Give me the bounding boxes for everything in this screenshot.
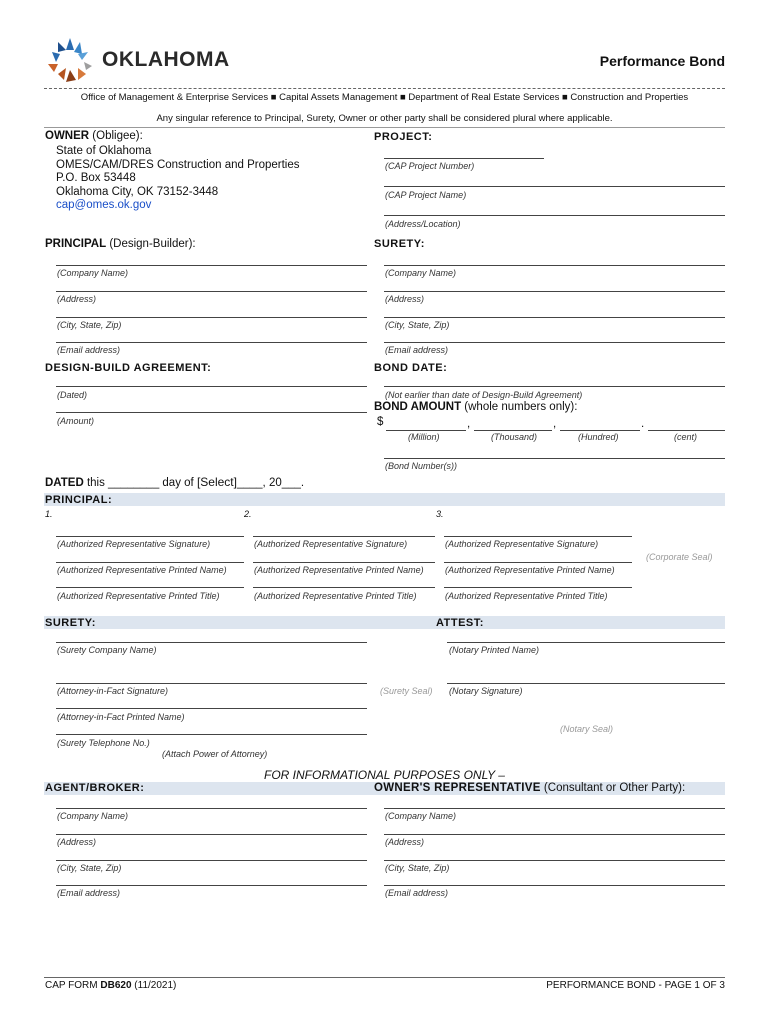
surety-email-field[interactable]	[384, 342, 725, 343]
plural-notice: Any singular reference to Principal, Surety, Owner or other party shall be considered plural where applicable.	[156, 113, 613, 124]
notary-name-caption: (Notary Printed Name)	[449, 645, 540, 655]
notary-signature-caption: (Notary Signature)	[449, 686, 523, 696]
principal-email-field[interactable]	[56, 342, 367, 343]
signer3-signature-field[interactable]	[444, 536, 632, 537]
bond-date-heading: BOND DATE:	[374, 362, 448, 374]
owner-rep-email-field[interactable]	[384, 885, 725, 886]
principal-address-caption: (Address)	[57, 294, 97, 304]
attach-poa-note: (Attach Power of Attorney)	[162, 749, 268, 759]
project-heading: PROJECT:	[374, 131, 433, 143]
comma-separator: ,	[553, 418, 557, 430]
agreement-amount-field[interactable]	[56, 412, 367, 413]
hundred-field[interactable]	[560, 430, 640, 431]
signer2-name-caption: (Authorized Representative Printed Name)	[254, 565, 424, 575]
surety-city-caption: (City, State, Zip)	[385, 320, 450, 330]
principal-city-field[interactable]	[56, 317, 367, 318]
document-title: Performance Bond	[599, 53, 725, 69]
agreement-dated-field[interactable]	[56, 386, 367, 387]
agent-email-caption: (Email address)	[57, 888, 121, 898]
surety-signature-heading: SURETY:	[45, 617, 96, 629]
agent-company-caption: (Company Name)	[57, 811, 129, 821]
agreement-dated-caption: (Dated)	[57, 390, 88, 400]
signer2-signature-caption: (Authorized Representative Signature)	[254, 539, 408, 549]
million-field[interactable]	[386, 430, 466, 431]
signer2-signature-field[interactable]	[253, 536, 435, 537]
attorney-signature-caption: (Attorney-in-Fact Signature)	[57, 686, 169, 696]
principal-signature-heading: PRINCIPAL:	[45, 494, 113, 506]
bond-date-field[interactable]	[384, 386, 725, 387]
agreement-amount-caption: (Amount)	[57, 416, 95, 426]
signer-number: 3.	[436, 509, 444, 519]
signer1-signature-caption: (Authorized Representative Signature)	[57, 539, 211, 549]
principal-city-caption: (City, State, Zip)	[57, 320, 122, 330]
dated-text: this ________ day of	[83, 477, 197, 489]
dated-label: DATED	[45, 477, 84, 489]
surety-heading: SURETY:	[374, 238, 425, 250]
notary-name-field[interactable]	[447, 642, 725, 643]
oklahoma-logo	[44, 34, 230, 86]
cent-field[interactable]	[648, 430, 725, 431]
notice-divider	[44, 127, 725, 128]
surety-company-field[interactable]	[384, 265, 725, 266]
project-number-field[interactable]	[384, 158, 544, 159]
notary-seal-placeholder: (Notary Seal)	[560, 724, 614, 734]
bond-number-caption: (Bond Number(s))	[385, 461, 458, 471]
signer2-title-caption: (Authorized Representative Printed Title)	[254, 591, 417, 601]
project-number-caption: (CAP Project Number)	[385, 161, 475, 171]
header-subtitle: Office of Management & Enterprise Services ■ Capital Assets Management ■ Department of Real Estate Services ■ Construction and Properties	[80, 92, 689, 103]
surety-city-field[interactable]	[384, 317, 725, 318]
signer1-name-caption: (Authorized Representative Printed Name)	[57, 565, 227, 575]
owner-rep-email-caption: (Email address)	[385, 888, 449, 898]
owner-rep-company-field[interactable]	[384, 808, 725, 809]
signer1-signature-field[interactable]	[56, 536, 244, 537]
owner-rep-city-caption: (City, State, Zip)	[385, 863, 450, 873]
agent-city-caption: (City, State, Zip)	[57, 863, 122, 873]
signer2-title-field[interactable]	[253, 587, 435, 588]
dated-year-text: ____, 20___.	[236, 477, 305, 489]
dated-line	[45, 475, 304, 489]
surety-company-name-caption: (Surety Company Name)	[57, 645, 157, 655]
owner-email-link[interactable]: cap@omes.ok.gov	[56, 199, 152, 211]
signer3-name-caption: (Authorized Representative Printed Name)	[445, 565, 615, 575]
principal-address-field[interactable]	[56, 291, 367, 292]
surety-address-caption: (Address)	[385, 294, 425, 304]
hundred-caption: (Hundred)	[578, 432, 619, 442]
star-logo-icon	[44, 34, 96, 86]
signer3-title-field[interactable]	[444, 587, 632, 588]
surety-phone-field[interactable]	[56, 734, 367, 735]
month-select[interactable]: [Select]	[196, 475, 237, 489]
surety-seal-placeholder: (Surety Seal)	[380, 686, 433, 696]
signer-number: 1.	[45, 509, 53, 519]
owner-heading: OWNER (Obligee):	[45, 130, 143, 142]
surety-company-caption: (Company Name)	[385, 268, 457, 278]
currency-symbol: $	[377, 416, 384, 428]
agent-heading: AGENT/BROKER:	[45, 782, 145, 794]
thousand-caption: (Thousand)	[491, 432, 538, 442]
owner-rep-company-caption: (Company Name)	[385, 811, 457, 821]
agent-company-field[interactable]	[56, 808, 367, 809]
owner-rep-city-field[interactable]	[384, 860, 725, 861]
attest-heading: ATTEST:	[436, 617, 484, 629]
footer-divider	[44, 977, 725, 978]
surety-address-field[interactable]	[384, 291, 725, 292]
bond-date-caption: (Not earlier than date of Design-Build Agreement)	[385, 390, 583, 400]
brand-name: OKLAHOMA	[102, 48, 230, 71]
agent-address-field[interactable]	[56, 834, 367, 835]
attorney-name-field[interactable]	[56, 708, 367, 709]
cent-caption: (cent)	[674, 432, 698, 442]
signer-number: 2.	[244, 509, 252, 519]
principal-signature-band	[44, 493, 725, 506]
thousand-field[interactable]	[474, 430, 552, 431]
bond-number-field[interactable]	[384, 458, 725, 459]
owner-rep-address-field[interactable]	[384, 834, 725, 835]
owner-line: P.O. Box 53448	[56, 172, 136, 184]
owner-address	[56, 145, 300, 213]
form-code: CAP FORM DB620 (11/2021)	[45, 980, 177, 991]
agent-city-field[interactable]	[56, 860, 367, 861]
owner-rep-heading: OWNER'S REPRESENTATIVE (Consultant or Other Party):	[374, 782, 686, 794]
signer2-name-field[interactable]	[253, 562, 435, 563]
surety-phone-caption: (Surety Telephone No.)	[57, 738, 150, 748]
principal-company-caption: (Company Name)	[57, 268, 129, 278]
notary-signature-field[interactable]	[447, 683, 725, 684]
attorney-name-caption: (Attorney-in-Fact Printed Name)	[57, 712, 185, 722]
surety-email-caption: (Email address)	[385, 345, 449, 355]
surety-attest-band	[44, 616, 725, 629]
owner-rep-address-caption: (Address)	[385, 837, 425, 847]
principal-heading: PRINCIPAL (Design-Builder):	[45, 238, 196, 250]
agent-address-caption: (Address)	[57, 837, 97, 847]
signer3-title-caption: (Authorized Representative Printed Title)	[445, 591, 608, 601]
attorney-signature-field[interactable]	[56, 683, 367, 684]
project-name-field[interactable]	[384, 186, 725, 187]
agent-email-field[interactable]	[56, 885, 367, 886]
corporate-seal-placeholder: (Corporate Seal)	[646, 552, 713, 562]
signer1-title-field[interactable]	[56, 587, 244, 588]
project-address-field[interactable]	[384, 215, 725, 216]
owner-line: Oklahoma City, OK 73152-3448	[56, 185, 219, 198]
project-address-caption: (Address/Location)	[385, 219, 461, 229]
signer1-title-caption: (Authorized Representative Printed Title)	[57, 591, 220, 601]
surety-company-name-field[interactable]	[56, 642, 367, 643]
principal-company-field[interactable]	[56, 265, 367, 266]
header-divider	[44, 88, 725, 89]
agreement-heading: DESIGN-BUILD AGREEMENT:	[45, 362, 212, 374]
principal-email-caption: (Email address)	[57, 345, 121, 355]
bond-amount-heading: BOND AMOUNT (whole numbers only):	[374, 401, 578, 413]
comma-separator: ,	[467, 418, 471, 430]
informational-heading: FOR INFORMATIONAL PURPOSES ONLY –	[264, 768, 505, 782]
page-number: PERFORMANCE BOND - PAGE 1 OF 3	[546, 980, 725, 991]
project-name-caption: (CAP Project Name)	[385, 190, 467, 200]
signer1-name-field[interactable]	[56, 562, 244, 563]
signer3-name-field[interactable]	[444, 562, 632, 563]
owner-line: State of Oklahoma	[56, 145, 152, 157]
owner-line: OMES/CAM/DRES Construction and Properties	[56, 158, 300, 171]
decimal-separator: .	[641, 418, 645, 430]
million-caption: (Million)	[408, 432, 440, 442]
signer3-signature-caption: (Authorized Representative Signature)	[445, 539, 599, 549]
